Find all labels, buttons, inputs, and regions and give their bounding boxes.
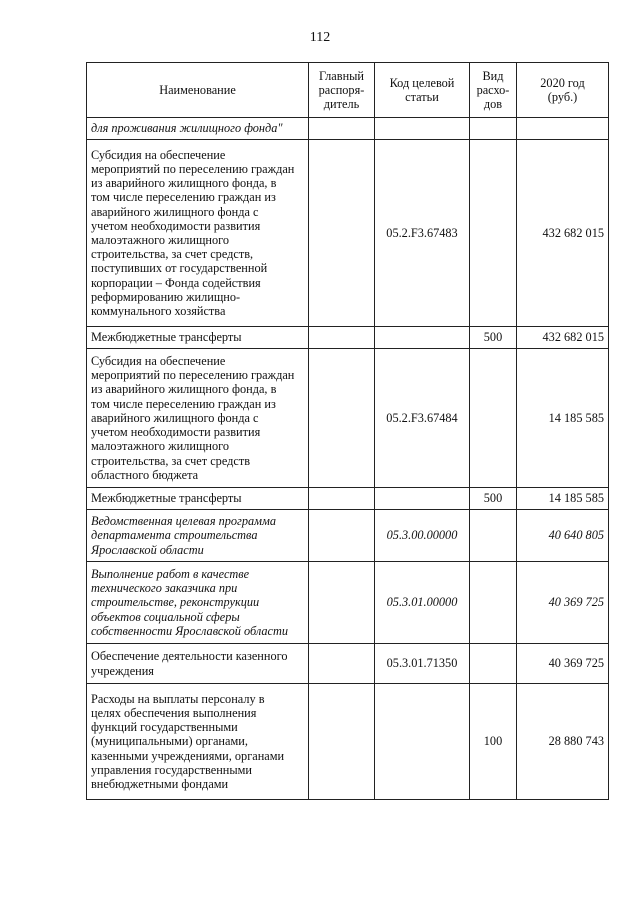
cell-code: 05.3.01.71350 <box>375 644 470 684</box>
cell-code: 05.2.F3.67484 <box>375 349 470 488</box>
cell-code <box>375 684 470 800</box>
cell-grbs <box>309 644 375 684</box>
cell-grbs <box>309 488 375 510</box>
cell-code: 05.3.00.00000 <box>375 510 470 562</box>
cell-code <box>375 488 470 510</box>
cell-name: Субсидия на обеспечение мероприятий по переселению граждан из аварийного жилищного фонда, в том числе переселению граждан из аварийного жилищного фонда с учетом необходимости развития малоэтажного жилищного строительства, за счет средств областного бюджета <box>87 349 309 488</box>
cell-name: Обеспечение деятельности казенного учреждения <box>87 644 309 684</box>
cell-type <box>470 644 517 684</box>
cell-grbs <box>309 118 375 140</box>
cell-code: 05.3.01.00000 <box>375 562 470 644</box>
cell-grbs <box>309 562 375 644</box>
cell-sum: 40 369 725 <box>517 644 609 684</box>
cell-grbs <box>309 140 375 327</box>
cell-type <box>470 118 517 140</box>
cell-grbs <box>309 349 375 488</box>
cell-grbs <box>309 684 375 800</box>
header-name: Наименование <box>87 63 309 118</box>
table-row <box>87 349 609 488</box>
cell-sum: 14 185 585 <box>517 349 609 488</box>
cell-name: Межбюджетные трансферты <box>87 327 309 349</box>
header-grbs: Главный распоря- дитель <box>309 63 375 118</box>
cell-name: Межбюджетные трансферты <box>87 488 309 510</box>
table-row <box>87 488 609 510</box>
cell-sum: 28 880 743 <box>517 684 609 800</box>
cell-name: Субсидия на обеспечение мероприятий по переселению граждан из аварийного жилищного фонда, в том числе переселению граждан из аварийного жилищного фонда с учетом необходимости развития малоэтажного жилищного строительства, за счет средств, поступивших от государственной корпорации – Фонда содействия реформированию жилищно- коммунального хозяйства <box>87 140 309 327</box>
cell-name: Расходы на выплаты персоналу в целях обеспечения выполнения функций государственными (муниципальными) органами, казенными учреждениями, органами управления государственными внебюджетными фондами <box>87 684 309 800</box>
cell-sum: 40 640 805 <box>517 510 609 562</box>
cell-type <box>470 562 517 644</box>
table-row <box>87 510 609 562</box>
table-row <box>87 140 609 327</box>
cell-grbs <box>309 510 375 562</box>
cell-sum: 14 185 585 <box>517 488 609 510</box>
cell-sum: 40 369 725 <box>517 562 609 644</box>
cell-type: 500 <box>470 488 517 510</box>
cell-type: 100 <box>470 684 517 800</box>
cell-type <box>470 510 517 562</box>
cell-grbs <box>309 327 375 349</box>
cell-type <box>470 140 517 327</box>
cell-name: Выполнение работ в качестве технического заказчика при строительстве, реконструкции объектов социальной сферы собственности Ярославской области <box>87 562 309 644</box>
table-row <box>87 118 609 140</box>
table-row <box>87 562 609 644</box>
table-row <box>87 644 609 684</box>
cell-name: Ведомственная целевая программа департамента строительства Ярославской области <box>87 510 309 562</box>
cell-sum <box>517 118 609 140</box>
budget-table <box>86 62 609 800</box>
page-number: 112 <box>309 30 331 45</box>
cell-type: 500 <box>470 327 517 349</box>
cell-name: для проживания жилищного фонда" <box>87 118 309 140</box>
header-row <box>87 63 609 118</box>
cell-code <box>375 118 470 140</box>
cell-type <box>470 349 517 488</box>
cell-code: 05.2.F3.67483 <box>375 140 470 327</box>
table-row <box>87 684 609 800</box>
table-row <box>87 327 609 349</box>
cell-sum: 432 682 015 <box>517 140 609 327</box>
cell-code <box>375 327 470 349</box>
header-type: Вид расхо- дов <box>470 63 517 118</box>
cell-sum: 432 682 015 <box>517 327 609 349</box>
header-sum: 2020 год (руб.) <box>517 63 609 118</box>
header-code: Код целевой статьи <box>375 63 470 118</box>
